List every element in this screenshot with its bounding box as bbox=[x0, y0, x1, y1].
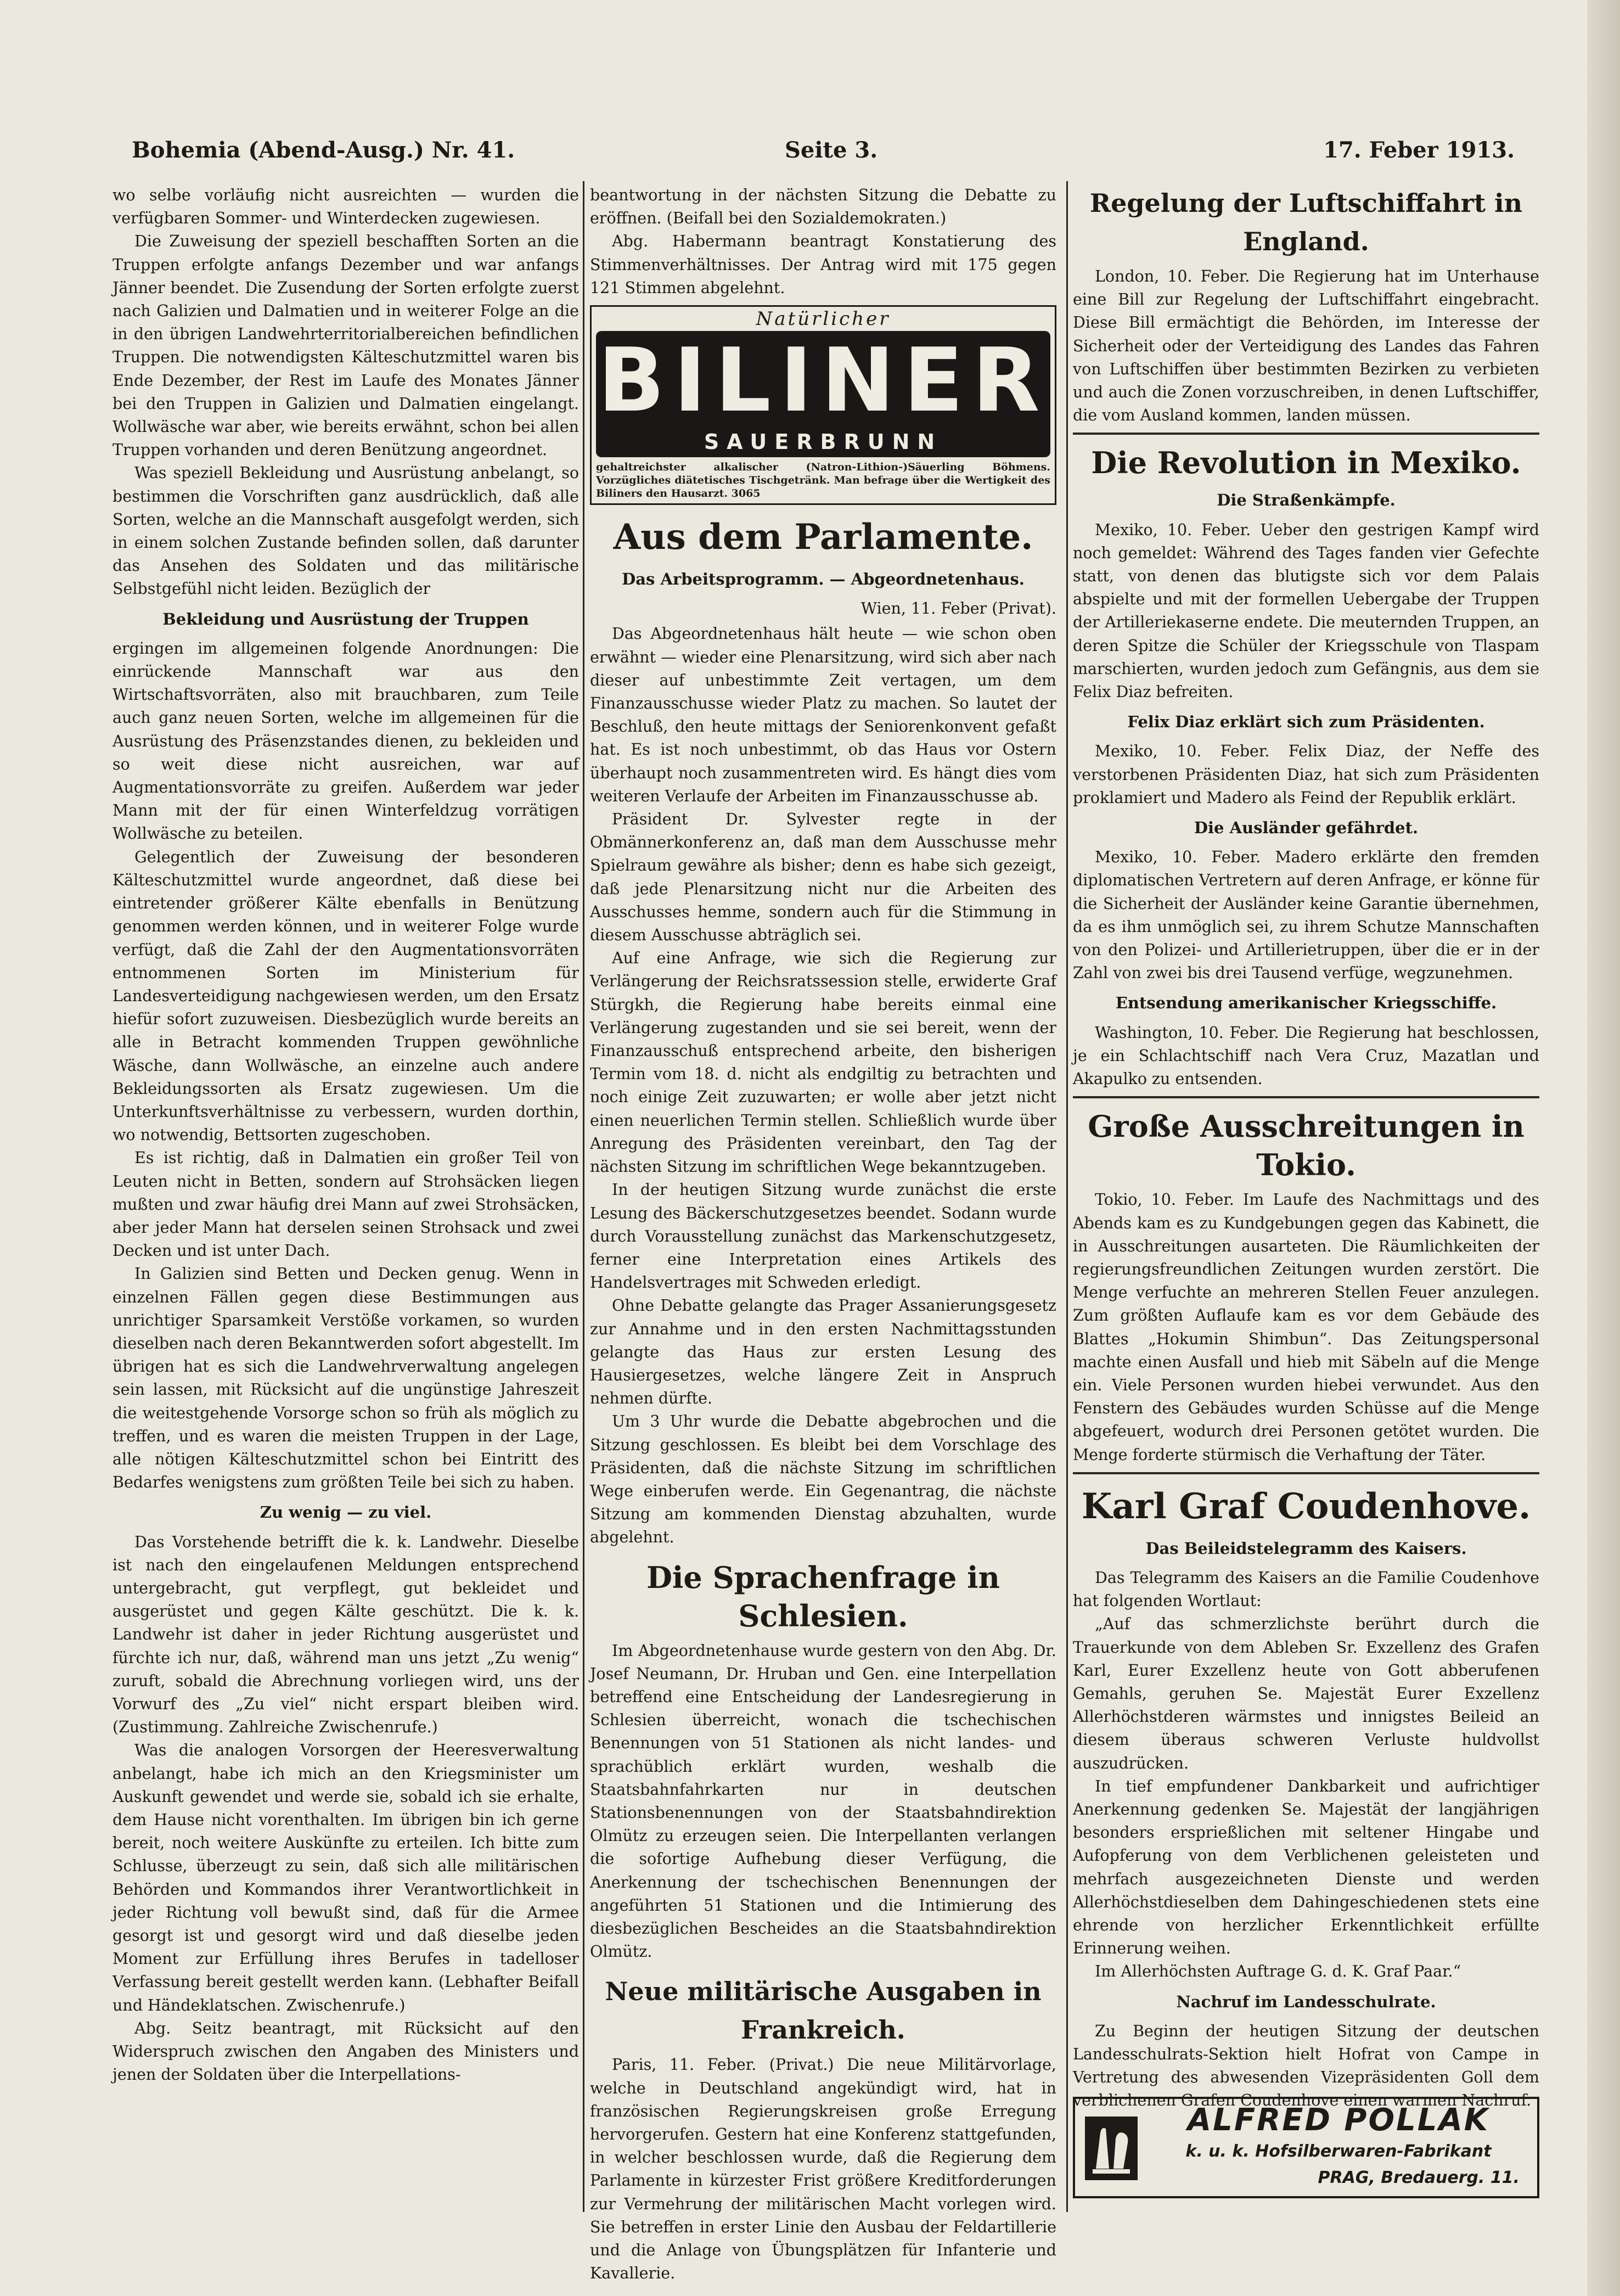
article-headline: Karl Graf Coudenhove. bbox=[1081, 1485, 1531, 1527]
paragraph: In Galizien sind Betten und Decken genug. Wenn in einzelnen Fällen gegen diese Bestimmungen aus unrichtiger Sparsamkeit Verstöße vorkamen, so wurden dieselben nach deren Bekanntwerden sofort abgestellt. Im übrigen hat es sich die Landwehrverwaltung angelegen sein lassen, mit Rücksicht auf die ungünstige Jahreszeit die weitestgehende Vorsorge schon so früh als möglich zu treffen, und es waren die meisten Truppen in der Lage, alle nötigen Kälteschutzmittel schon bei Eintritt des Bedarfes wenigstens zum größten Teile bei sich zu haben. bbox=[113, 1265, 579, 1492]
article-headline: Aus dem Parlamente. bbox=[613, 517, 1033, 558]
subheading: Entsendung amerikanischer Kriegsschiffe. bbox=[1115, 993, 1497, 1013]
paragraph: Gelegentlich der Zuweisung der besonderen Kälteschutzmittel wurde angeordnet, daß diese bei eintretender größerer Kälte ebenfalls in Benützung genommen werden können, und in weiterer Folge wurde verfügt, daß die Zahl der den Augmentationsvorräten entnommenen Sorten im Ministerium für Landesverteidigung nachgewiesen werden, um den Ersatz hiefür sofort zuzuweisen. Diesbezüglich wurde bereits an alle in Betracht kommenden Truppen gewöhnliche Wäsche, dann Wollwäsche, an einzelne auch andere Bekleidungssorten als Ersatz zugewiesen. Um die Unterkunftsverhältnisse zu verbessern, wurden dorthin, wo notwendig, Bettsorten zugeschoben. bbox=[113, 847, 579, 1144]
paragraph: Die Zuweisung der speziell beschafften Sorten an die Truppen erfolgte anfangs Dezember und war anfangs Jänner beendet. Die Zusendung der Sorten erfolgte zuerst nach Galizien und Dalmatien und in weiterer Folge an die in den übrigen Landwehrterritorialbereichen befindlichen Truppen. Die notwendigsten Kälteschutzmittel waren bis Ende Dezember, der Rest im Laufe des Monates Jänner bei den Truppen in Galizien und Dalmatien eingelangt. Wollwäsche war aber, wie bereits erwähnt, schon bei allen Truppen vorhanden und deren Benützung angeordnet. bbox=[113, 232, 579, 459]
subheading: Zu wenig — zu viel. bbox=[260, 1503, 432, 1522]
paragraph: Paris, 11. Feber. (Privat.) Die neue Militärvorlage, welche in Deutschland angekündigt wird, hat in französischen Regierungskreisen große Erregung hervorgerufen. Gestern hat eine Konferenz stattgefunden, in welcher beschlossen wurde, daß die Regierung dem Parlamente in kürzester Frist größere Kreditforderungen zur Vermehrung der militärischen Macht vorlegen wird. Sie betreffen in erster Linie den Ausbau der Feldartillerie und die Anlage von Übungsplätzen für Infanterie und Kavallerie. bbox=[590, 2056, 1056, 2283]
paragraph: Mexiko, 10. Feber. Ueber den gestrigen Kampf wird noch gemeldet: Während des Tages fanden vier Gefechte statt, von denen das blutigste sich vor dem Palais abspielte und mit der formellen Uebergabe der Truppen der Artilleriekaserne endete. Die meuternden Truppen, an deren Spitze die Schüler der Kriegsschule von Tlaspam marschierten, wurden jedoch zum Gefängnis, aus dem sie Felix Diaz befreiten. bbox=[1073, 520, 1539, 701]
section-rule bbox=[1073, 1472, 1539, 1474]
column-divider-2 bbox=[1066, 181, 1068, 2212]
column-3 bbox=[1073, 184, 1539, 2215]
ad-company-address: PRAG, Bredauerg. 11. bbox=[1318, 2168, 1520, 2187]
article-headline: Regelung der Luftschiffahrt in England. bbox=[1089, 188, 1523, 256]
page-binding-edge bbox=[1587, 0, 1620, 2296]
ad-tagline: Natürlicher bbox=[756, 308, 891, 330]
subheading: Nachruf im Landesschulrate. bbox=[1176, 1992, 1436, 2011]
header-date: 17. Feber 1913. bbox=[1323, 137, 1515, 163]
subheading: Das Arbeitsprogramm. — Abgeordnetenhaus. bbox=[622, 570, 1025, 589]
paragraph: ergingen im allgemeinen folgende Anordnungen: Die einrückende Mannschaft war aus den Wirtschaftsvorräten, also mit brauchbaren, zum Teile auch ganz neuen Sorten, welche im allgemeinen für die Ausrüstung des Präsenzstandes dienen, zu bekleiden und so weit diese nicht ausreichen, war auf Augmentationsvorräte zu greifen. Außerdem war jeder Mann mit der für einen Winterfeldzug vorrätigen Wollwäsche zu beteilen. bbox=[113, 639, 579, 843]
ad-subbrand: SAUERBRUNN bbox=[704, 430, 943, 454]
paragraph: London, 10. Feber. Die Regierung hat im Unterhause eine Bill zur Regelung der Luftschiffahrt eingebracht. Diese Bill ermächtigt die Behörden, im Interesse der Sicherheit oder der Verteidigung des Landes das Fahren von Luftschiffen über bestimmten Bezirken zu verbieten und auch die Zonen vorzuschreiben, in denen Luftschiffer, die vom Ausland kommen, landen müssen. bbox=[1073, 267, 1539, 425]
ad-company-name: ALFRED POLLAK bbox=[1187, 2102, 1490, 2138]
subheading: Bekleidung und Ausrüstung der Truppen bbox=[162, 609, 529, 628]
paragraph: Zu Beginn der heutigen Sitzung der deutschen Landesschulrats-Sektion hielt Hofrat von Campe in Vertretung des abwesenden Vizepräsidenten Goll dem verblichenen Grafen Coudenhove einen warmen Nachruf. bbox=[1073, 2022, 1539, 2110]
paragraph: Abg. Seitz beantragt, mit Rücksicht auf den Widerspruch zwischen den Angaben des Ministers und jenen der Soldaten über die Interpellations- bbox=[113, 2019, 579, 2084]
section-rule bbox=[1073, 1096, 1539, 1098]
article-headline: Die Sprachenfrage in Schlesien. bbox=[646, 1559, 1000, 1633]
paragraph: Im Abgeordnetenhause wurde gestern von den Abg. Dr. Josef Neumann, Dr. Hruban und Gen. eine Interpellation betreffend eine Entscheidung der Landesregierung in Schlesien überreicht, wonach die tschechischen Benennungen von 51 Stationen als nicht landes- und sprachüblich erklärt wurden, weshalb die Staatsbahnfahrkarten nur in deutschen Stationsbenennungen von der Staatsbahndirektion Olmütz zu erzeugen seien. Die Interpellanten verlangen die sofortige Aufhebung dieser Verfügung, die Anerkennung der tschechischen Benennungen der angeführten 51 Stationen und die Intimierung des diesbezüglichen Bescheides an die Staatsbahndirektion Olmütz. bbox=[590, 1641, 1056, 1961]
paragraph: Im Allerhöchsten Auftrage G. d. K. Graf Paar.“ bbox=[1095, 1962, 1461, 1981]
paragraph: Ohne Debatte gelangte das Prager Assanierungsgesetz zur Annahme und in den ersten Nachmittagsstunden gelangte das Haus zur ersten Lesung des Hausiergesetzes, welche längere Zeit in Anspruch nehmen dürfte. bbox=[590, 1296, 1056, 1408]
subheading: Die Ausländer gefährdet. bbox=[1194, 818, 1419, 838]
paragraph: Es ist richtig, daß in Dalmatien ein großer Teil von Leuten nicht in Betten, sondern auf Strohsäcken liegen mußten und zwar häufig drei Mann auf zwei Strohsäcken, aber jeder Mann hat derselen seinen Strohsack und zwei Decken und ist unter Dach. bbox=[113, 1149, 579, 1260]
ad-fineprint: gehaltreichster alkalischer (Natron-Lithion-)Säuerling Böhmens. Vorzügliches diätetisches Tischgetränk. Man befrage über die Wertigkeit des Biliners den Hausarzt. 3065 bbox=[596, 461, 1050, 500]
ad-company-title: k. u. k. Hofsilberwaren-Fabrikant bbox=[1185, 2142, 1492, 2161]
column-1 bbox=[113, 184, 579, 2226]
silverware-icon bbox=[1085, 2117, 1138, 2180]
biliner-advertisement bbox=[590, 305, 1056, 505]
header-page-number: Seite 3. bbox=[785, 137, 878, 163]
paragraph: Präsident Dr. Sylvester regte in der Obmännerkonferenz an, daß man dem Ausschusse mehr Spielraum gewähre als bisher; denn es habe sich gezeigt, daß jede Plenarsitzung nicht nur die Arbeiten des Ausschusses hemme, sondern auch für die Stimmung in diesem Ausschusse abträglich sei. bbox=[590, 810, 1056, 945]
paragraph: In tief empfundener Dankbarkeit und aufrichtiger Anerkennung gedenken Se. Majestät der langjährigen besonders ersprießlichen mit seltener Hingabe und Aufopferung von dem Verblichenen geleisteten und mehrfach ausgezeichneten Dienste und werden Allerhöchstdieselben dem Dahingeschiedenen stets eine ehrende von herzlicher Erkenntlichkeit erfüllte Erinnerung weihen. bbox=[1073, 1777, 1539, 1958]
paragraph: Mexiko, 10. Feber. Madero erklärte den fremden diplomatischen Vertretern auf deren Anfrage, er könne für die Sicherheit der Ausländer keine Garantie übernehmen, da es ihm unmöglich sei, zu ihrem Schutze Mannschaften von den Polizei- und Artillerietruppen, über die er in der Zahl von zwei bis drei Tausend verfüge, wegzunehmen. bbox=[1073, 848, 1539, 983]
article-headline: Neue militärische Ausgaben in Frankreich. bbox=[605, 1977, 1042, 2045]
column-divider-1 bbox=[583, 181, 584, 2212]
ad-logo-box bbox=[596, 331, 1050, 457]
paragraph: beantwortung in der nächsten Sitzung die Debatte zu eröffnen. (Beifall bei den Sozialdemokraten.) bbox=[590, 186, 1056, 228]
paragraph: „Auf das schmerzlichste berührt durch die Trauerkunde von dem Ableben Sr. Exzellenz des Grafen Karl, Eurer Exzellenz heute von Gott abberufenen Gemahls, geruhen Se. Majestät Eurer Exzellenz Allerhöchstderen wärmstes und innigstes Beileid an diesem überaus schweren Verluste huldvollst auszudrücken. bbox=[1073, 1615, 1539, 1772]
paragraph: Um 3 Uhr wurde die Debatte abgebrochen und die Sitzung geschlossen. Es bleibt bei dem Vorschlage des Präsidenten, daß die nächste Sitzung im schriftlichen Wege einberufen werde. Ein Gegenantrag, die nächste Sitzung am kommenden Dienstag abzuhalten, wurde abgelehnt. bbox=[590, 1412, 1056, 1547]
ad-brand: BILINER bbox=[598, 329, 1049, 432]
section-rule bbox=[1073, 433, 1539, 435]
paragraph: Was die analogen Vorsorgen der Heeresverwaltung anbelangt, habe ich mich an den Kriegsminister um Auskunft gewendet und werde sie, sobald ich sie erhalte, dem Hause nicht vorenthalten. Im übrigen bin ich gerne bereit, noch weitere Auskünfte zu erteilen. Ich bitte zum Schlusse, überzeugt zu sein, daß sich alle militärischen Behörden und Kommandos ihrer Verantwortlichkeit in jeder Richtung voll bewußt sind, daß für die Armee gesorgt ist und gesorgt wird und daß dieselbe jeden Moment zur Erfüllung ihres Berufes in tadelloser Verfassung bereit gestellt werden kann. (Lebhafter Beifall und Händeklatschen. Zwischenrufe.) bbox=[113, 1741, 579, 2014]
paragraph: Tokio, 10. Feber. Im Laufe des Nachmittags und des Abends kam es zu Kundgebungen gegen das Kabinett, die in Ausschreitungen ausarteten. Die Räumlichkeiten der regierungsfreundlichen Zeitungen wurden zerstört. Die Menge verfuchte an mehreren Stellen Feuer anzulegen. Zum größten Auflaufe kam es vor dem Gebäude des Blattes „Hokumin Shimbun“. Das Zeitungspersonal machte einen Ausfall und hieb mit Säbeln auf die Menge ein. Viele Personen wurden hiebei verwundet. Aus den Fenstern des Gebäudes wurden Schüsse auf die Menge abgefeuert, wodurch drei Personen getötet wurden. Die Menge forderte stürmisch die Verhaftung der Täter. bbox=[1073, 1191, 1539, 1464]
paragraph: Was speziell Bekleidung und Ausrüstung anbelangt, so bestimmen die Vorschriften ganz ausdrücklich, daß alle Sorten, welche an die Mannschaft ausgefolgt werden, sich in einem solchen Zustande befinden sollen, daß darunter das Ansehen des Soldaten und das militärische Selbstgefühl nicht leiden. Bezüglich der bbox=[113, 464, 579, 598]
paragraph: Das Vorstehende betrifft die k. k. Landwehr. Dieselbe ist nach den eingelaufenen Meldungen entsprechend untergebracht, gut verpflegt, gut bekleidet und ausgerüstet und gegen Kälte geschützt. Die k. k. Landwehr ist daher in jeder Richtung ausgerüstet und fürchte ich nur, daß, während man uns jetzt „Zu wenig“ zuruft, sobald die Abrechnung vorliegen wird, uns der Vorwurf des „Zu viel“ nicht erspart bleiben wird. (Zustimmung. Zahlreiche Zwischenrufe.) bbox=[113, 1532, 579, 1737]
paragraph: Washington, 10. Feber. Die Regierung hat beschlossen, je ein Schlachtschiff nach Vera Cruz, Mazatlan und Akapulko zu entsenden. bbox=[1073, 1023, 1539, 1088]
page-header bbox=[132, 137, 1515, 170]
subheading: Felix Diaz erklärt sich zum Präsidenten. bbox=[1127, 712, 1485, 732]
subheading: Die Straßenkämpfe. bbox=[1217, 491, 1396, 510]
dateline: Wien, 11. Feber (Privat). bbox=[860, 599, 1056, 618]
paragraph: Auf eine Anfrage, wie sich die Regierung zur Verlängerung der Reichsratssession stelle, erwiderte Graf Stürgkh, die Regierung habe bereits einmal eine Verlängerung zugestanden und sie sei bereit, wenn der Finanzausschuß entsprechend arbeite, den bisherigen Termin vom 18. d. nicht als endgiltig zu betrachten und noch einige Zeit zuzuwarten; er wolle aber jetzt nicht einen neuerlichen Termin stellen. Schließlich wurde über Anregung des Präsidenten vereinbart, den Tag der nächsten Sitzung im schriftlichen Wege bekanntzugeben. bbox=[590, 949, 1056, 1176]
header-masthead: Bohemia (Abend-Ausg.) Nr. 41. bbox=[132, 137, 515, 163]
paragraph: Das Telegramm des Kaisers an die Familie Coudenhove hat folgenden Wortlaut: bbox=[1073, 1568, 1539, 1610]
article-headline: Die Revolution in Mexiko. bbox=[1091, 445, 1521, 481]
paragraph: Das Abgeordnetenhaus hält heute — wie schon oben erwähnt — wieder eine Plenarsitzung, wird sich aber nach dieser auf unbestimmte Zeit vertagen, um dem Finanzausschusse wieder Platz zu machen. So lautet der Beschluß, den heute mittags der Seniorenkonvent gefaßt hat. Es ist noch unbestimmt, ob das Haus vor Ostern überhaupt noch zusammentreten wird. Es hängt dies vom weiteren Verlaufe der Arbeiten im Finanzausschusse ab. bbox=[590, 625, 1056, 805]
paragraph: In der heutigen Sitzung wurde zunächst die erste Lesung des Bäckerschutzgesetzes beendet. Sodann wurde durch Vorausstellung zunächst das Markenschutzgesetz, ferner eine Interpretation eines Artikels des Handelsvertrages mit Schweden erledigt. bbox=[590, 1181, 1056, 1292]
column-2 bbox=[590, 184, 1056, 2283]
pollak-advertisement bbox=[1073, 2097, 1539, 2198]
paragraph: Mexiko, 10. Feber. Felix Diaz, der Neffe des verstorbenen Präsidenten Diaz, hat sich zum Präsidenten proklamiert und Madero als Feind der Republik erklärt. bbox=[1073, 742, 1539, 807]
subheading: Das Beileidstelegramm des Kaisers. bbox=[1145, 1539, 1467, 1558]
paragraph: Abg. Habermann beantragt Konstatierung des Stimmenverhältnisses. Der Antrag wird mit 175 gegen 121 Stimmen abgelehnt. bbox=[590, 232, 1056, 297]
article-headline: Große Ausschreitungen in Tokio. bbox=[1088, 1109, 1525, 1183]
paragraph: wo selbe vorläufig nicht ausreichten — wurden die verfügbaren Sommer- und Winterdecken zugewiesen. bbox=[113, 186, 579, 228]
